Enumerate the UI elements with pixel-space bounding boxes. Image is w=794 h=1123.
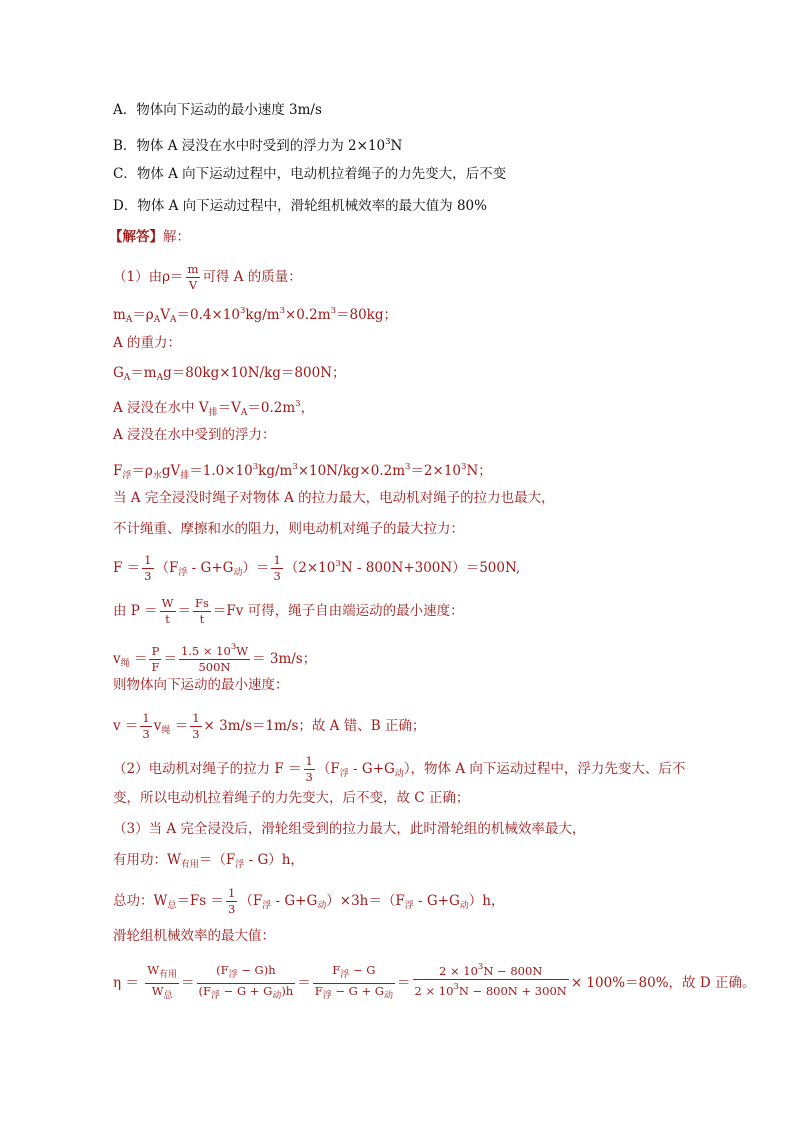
max-force-equation: F ＝ $\frac{1}{3}$ $(F_浮 - G+G_动)=$ $\frac{1}{3}$ $(2\times 10^3N - 800N+300N)=500N$, bbox=[113, 553, 521, 583]
step3-line: （3）当 A 完全浸没后，滑轮组受到的拉力最大，此时滑轮组的机械效率最大， bbox=[113, 821, 586, 837]
object-speed-label: 则物体向下运动的最小速度： bbox=[113, 677, 289, 693]
option-c: C．物体 A 向下运动过程中，电动机拉着绳子的力先变大，后不变 bbox=[113, 166, 507, 182]
efficiency-equation: η ＝ $\frac{W_{有用}}{W_总}$ ＝ $\frac{(F_浮 - G)h}{(F_浮 - G + G_动)h}$ ＝ $\frac{F_浮 - G}{F_浮 - G + G_动}$ ＝ $\frac{2 \times 10^3N - 800N}{2 \times 10^3N - 800N + 300N}$ × 100%＝80%，故 D 正确。 bbox=[113, 962, 756, 1001]
gravity-label: A 的重力： bbox=[113, 335, 182, 351]
efficiency-label: 滑轮组机械效率的最大值： bbox=[113, 928, 275, 944]
solution-heading: 【解答】解： bbox=[109, 229, 190, 245]
step2-line2: 变，所以电动机拉着绳子的力先变大，后不变，故 C 正确； bbox=[113, 790, 470, 806]
gravity-equation: $G_A=m_Ag=80kg\times 10N/kg=800N$； bbox=[113, 365, 346, 383]
volume-equation: A 浸没在水中 $V_排=V_A=0.2m^3$， bbox=[113, 399, 315, 418]
total-work-equation: 总功：$W_总=Fs$ ＝ $\frac{1}{3}$ $(F_浮 - G+G_动)\times 3h=(F_浮 - G+G_动)h$， bbox=[113, 886, 505, 916]
step2-line1: （2）电动机对绳子的拉力 F ＝ $\frac{1}{3}$ $(F_浮 - G+G_动)$，物体 A 向下运动过程中，浮力先变大、后不 bbox=[113, 754, 686, 784]
buoyancy-equation: $F_浮=\rho_水gV_排=1.0\times 10^3kg/m^3\times 10N/kg\times 0.2m^3=2\times 10^3N$； bbox=[113, 462, 492, 481]
power-equation: 由 P ＝ $\frac{W}{t}$ ＝ $\frac{Fs}{t}$ ＝Fv 可得，绳子自由端运动的最小速度： bbox=[113, 596, 464, 626]
object-speed-equation: v ＝ $\frac{1}{3}$ $v_绳$ ＝ $\frac{1}{3}$ × 3m/s＝1m/s；故 A 错、B 正确； bbox=[113, 711, 426, 741]
option-d: D．物体 A 向下运动过程中，滑轮组机械效率的最大值为 80% bbox=[113, 198, 487, 214]
step1-density: （1）由ρ＝ $\frac{m}{V}$ 可得 A 的质量： bbox=[113, 262, 302, 292]
rope-speed-equation: $v_绳$ ＝ $\frac{P}{F}$ ＝ $\frac{1.5 \times 10^3W}{500N}$ ＝ 3m/s； bbox=[113, 642, 317, 674]
buoyancy-label: A 浸没在水中受到的浮力： bbox=[113, 427, 276, 443]
ignore-friction-line: 不计绳重、摩擦和水的阻力，则电动机对绳子的最大拉力： bbox=[113, 521, 464, 537]
useful-work-equation: 有用功：$W_{有用}=(F_浮 - G)h$， bbox=[113, 852, 304, 870]
mass-equation: $m_A=\rho_AV_A=0.4\times 10^3kg/m^3\times 0.2m^3=80kg$； bbox=[113, 306, 398, 325]
option-b: B．物体 A 浸没在水中时受到的浮力为 $2\times 10^3N$ bbox=[113, 137, 403, 154]
option-a: A．物体向下运动的最小速度 3m/s bbox=[113, 102, 322, 118]
max-force-line: 当 A 完全浸没时绳子对物体 A 的拉力最大，电动机对绳子的拉力也最大， bbox=[113, 490, 555, 506]
